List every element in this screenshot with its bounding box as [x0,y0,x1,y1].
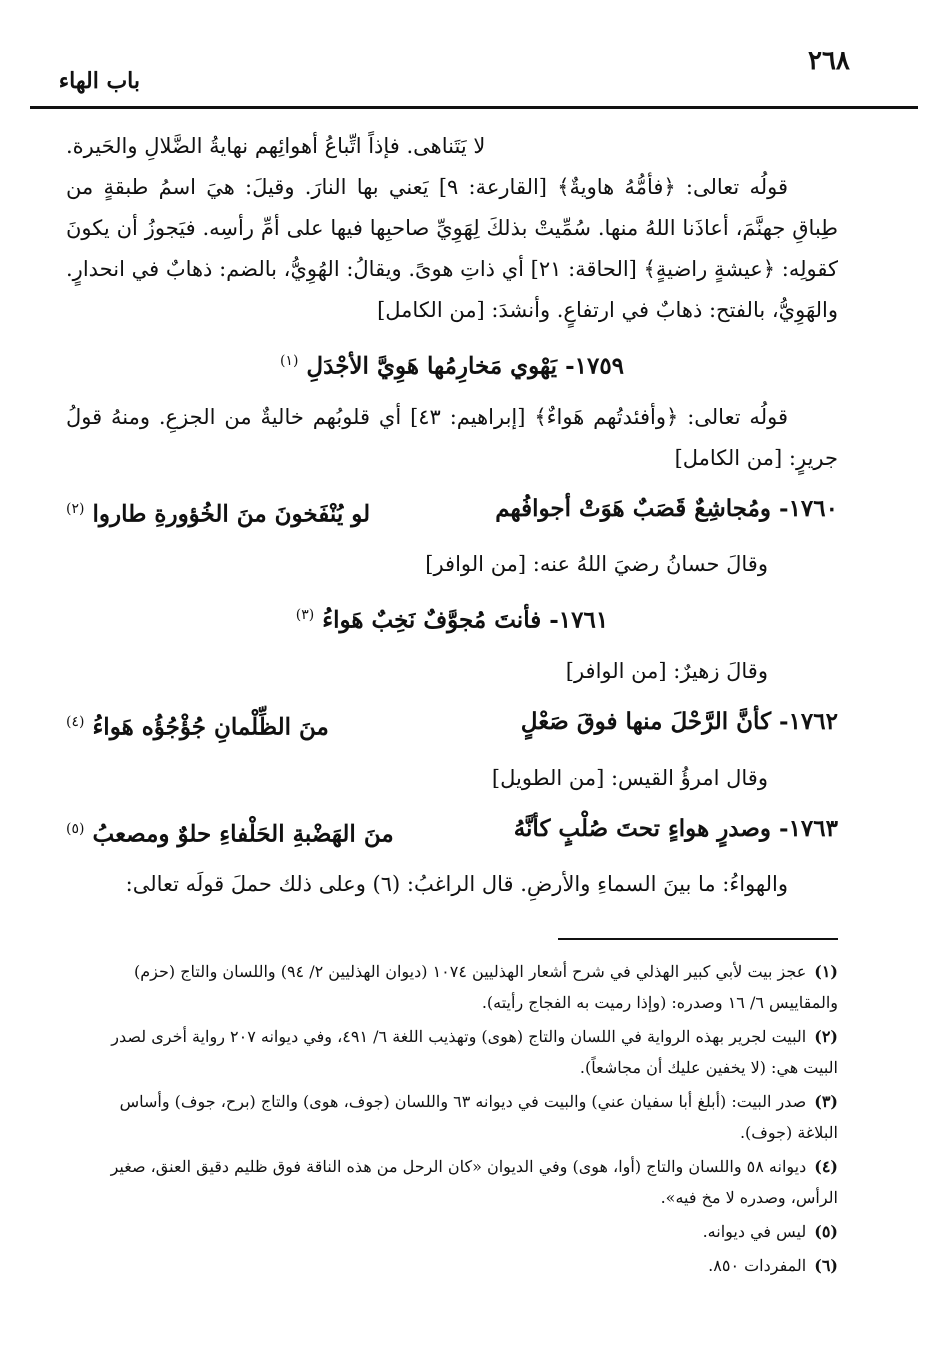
intro-hassan: وقالَ حسانُ رضيَ اللهُ عنه: [من الوافر] [425,552,768,577]
verse-1760-first-hemistich: ١٧٦٠- ومُجاشِعٌ قَصَبٌ هَوَتْ أجوافُهم [495,494,838,522]
footnote-text: البيت لجرير بهذه الرواية في اللسان والتاج (هوى) وتهذيب اللغة ٦/ ٤٩١، وفي ديوانه ٢٠٧ رواية أخرى لصدر البيت هي: (لا يخفين عليك أن مجاشعاً). [111,1027,838,1077]
footnote-text: ديوانه ٥٨ واللسان والتاج (أوا، هوى) وفي الديوان «كان الرحل من هذه الناقة فوق ظليم دقيق العنق، صغير الرأس، وصدره لا مخ فيه». [110,1157,838,1207]
footnote-ref-5: (٥) [66,820,85,837]
paragraph-4: والهواءُ: ما بينَ السماءِ والأرضِ. قال الراغبُ: (٦) وعلى ذلك حملَ قولَه تعالى: [125,872,788,897]
footnote-6 [76,1250,838,1281]
verse-1763-second-hemistich [66,803,394,861]
verse-1763-second-text: منَ الهَضْبةِ الحَلْفاءِ حلوٌ ومصعبُ [92,820,394,848]
verse-1760-second-text: لو يُنْفَخونَ منَ الخُؤورةِ طاروا [92,500,371,528]
chapter-title: باب الهاء [58,68,140,94]
footnote-number: (٤) [814,1157,838,1176]
verse-1762 [66,696,838,754]
verse-1760 [66,483,838,541]
footnote-ref-2: (٢) [66,500,85,517]
main-text [66,126,838,905]
footnote-number: (١) [814,962,838,981]
footnote-number: (٣) [814,1092,838,1111]
intro-imru: وقال امرؤُ القيس: [من الطويل] [491,765,768,790]
footnote-separator [558,938,838,940]
verse-1760-second-hemistich [66,483,370,541]
verse-1759-text: ١٧٥٩- يَهْوي مَخارِمُها هَوِيَّ الأجْدَلِ [306,352,625,380]
verse-1762-first-hemistich: ١٧٦٢- كأنَّ الرَّحْلَ منها فوقَ صَعْلٍ [520,707,838,735]
footnote-ref-3: (٣) [295,607,315,624]
footnote-ref-1: (١) [279,353,299,369]
paragraph-3: قولُه تعالى: ﴿وأفئدتُهم هَواءٌ﴾ [إبراهيم: ٤٣] أي قلوبُهم خاليةٌ من الجزعِ. ومنهُ قولُ جريرٍ: [من الكامل] [66,404,838,470]
footnote-3 [76,1086,838,1148]
header-rule [30,106,918,109]
footnote-number: (٢) [814,1027,838,1046]
verse-1761 [66,589,838,647]
verse-1763-first-hemistich: ١٧٦٣- وصدرٍ هواءٍ تحتَ صُلْبٍ كأنَّهُ [513,814,838,842]
footnote-text: ليس في ديوانه. [702,1222,807,1241]
footnote-4 [76,1151,838,1213]
footnote-2 [76,1021,838,1083]
footnote-ref-4: (٤) [66,713,85,730]
footnote-text: عجز بيت لأبي كبير الهذلي في شرح أشعار الهذليين ١٠٧٤ (ديوان الهذليين ٢/ ٩٤) واللسان والتاج (حزم) والمقاييس ٦/ ١٦ وصدره: (وإذا رميت به الفجاج رأيته). [134,962,838,1012]
verse-1762-second-hemistich [66,696,329,754]
intro-zuhair: وقالَ زهيرٌ: [من الوافر] [565,658,768,683]
verse-1763 [66,803,838,861]
verse-1759 [66,335,838,393]
footnote-5 [76,1216,838,1247]
footnotes [76,956,838,1284]
verse-1762-second-text: منَ الظِّلْمانِ جُؤْجُؤُه هَواءُ [92,713,329,741]
paragraph-1: لا يَتَناهى. فإذاً اتِّباعُ أهوائِهم نهايةُ الضَّلالِ والحَيرة. [66,134,486,158]
verse-1761-text: ١٧٦١- فأنتَ مُجوَّفٌ نَخِبٌ هَواءُ [322,606,609,634]
footnote-text: المفردات ٨٥٠. [708,1256,807,1275]
footnote-text: صدر البيت: (أبلغ أبا سفيان عني) والبيت في ديوانه ٦٣ واللسان (جوف، هوى) والتاج (برح، جوف) وأساس البلاغة (جوف). [119,1092,838,1142]
footnote-1 [76,956,838,1018]
page-number: ٢٦٨ [808,46,850,76]
paragraph-2: قولُه تعالى: ﴿فأمُّهُ هاويةٌ﴾ [القارعة: ٩] يَعني بها النارَ. وقيلَ: هيَ اسمُ طبقةٍ من طِباقِ جهنَّمَ، أعاذَنا اللهُ منها. سُمِّيتْ بذلكَ لِهَوِيِّ صاحبِها فيها على أمِّ رأسِه. فيَجوزُ أن يكونَ كقولِه: ﴿عيشةٍ راضيةٍ﴾ [الحاقة: ٢١] أي ذاتِ هوىً. ويقالُ: الهُوِيُّ، بالضم: ذهابٌ في انحدارٍ. والهَوِيُّ، بالفتح: ذهابٌ في ارتفاعٍ. وأنشدَ: [من الكامل] [66,175,838,322]
footnote-number: (٦) [814,1256,838,1275]
footnote-number: (٥) [814,1222,838,1241]
